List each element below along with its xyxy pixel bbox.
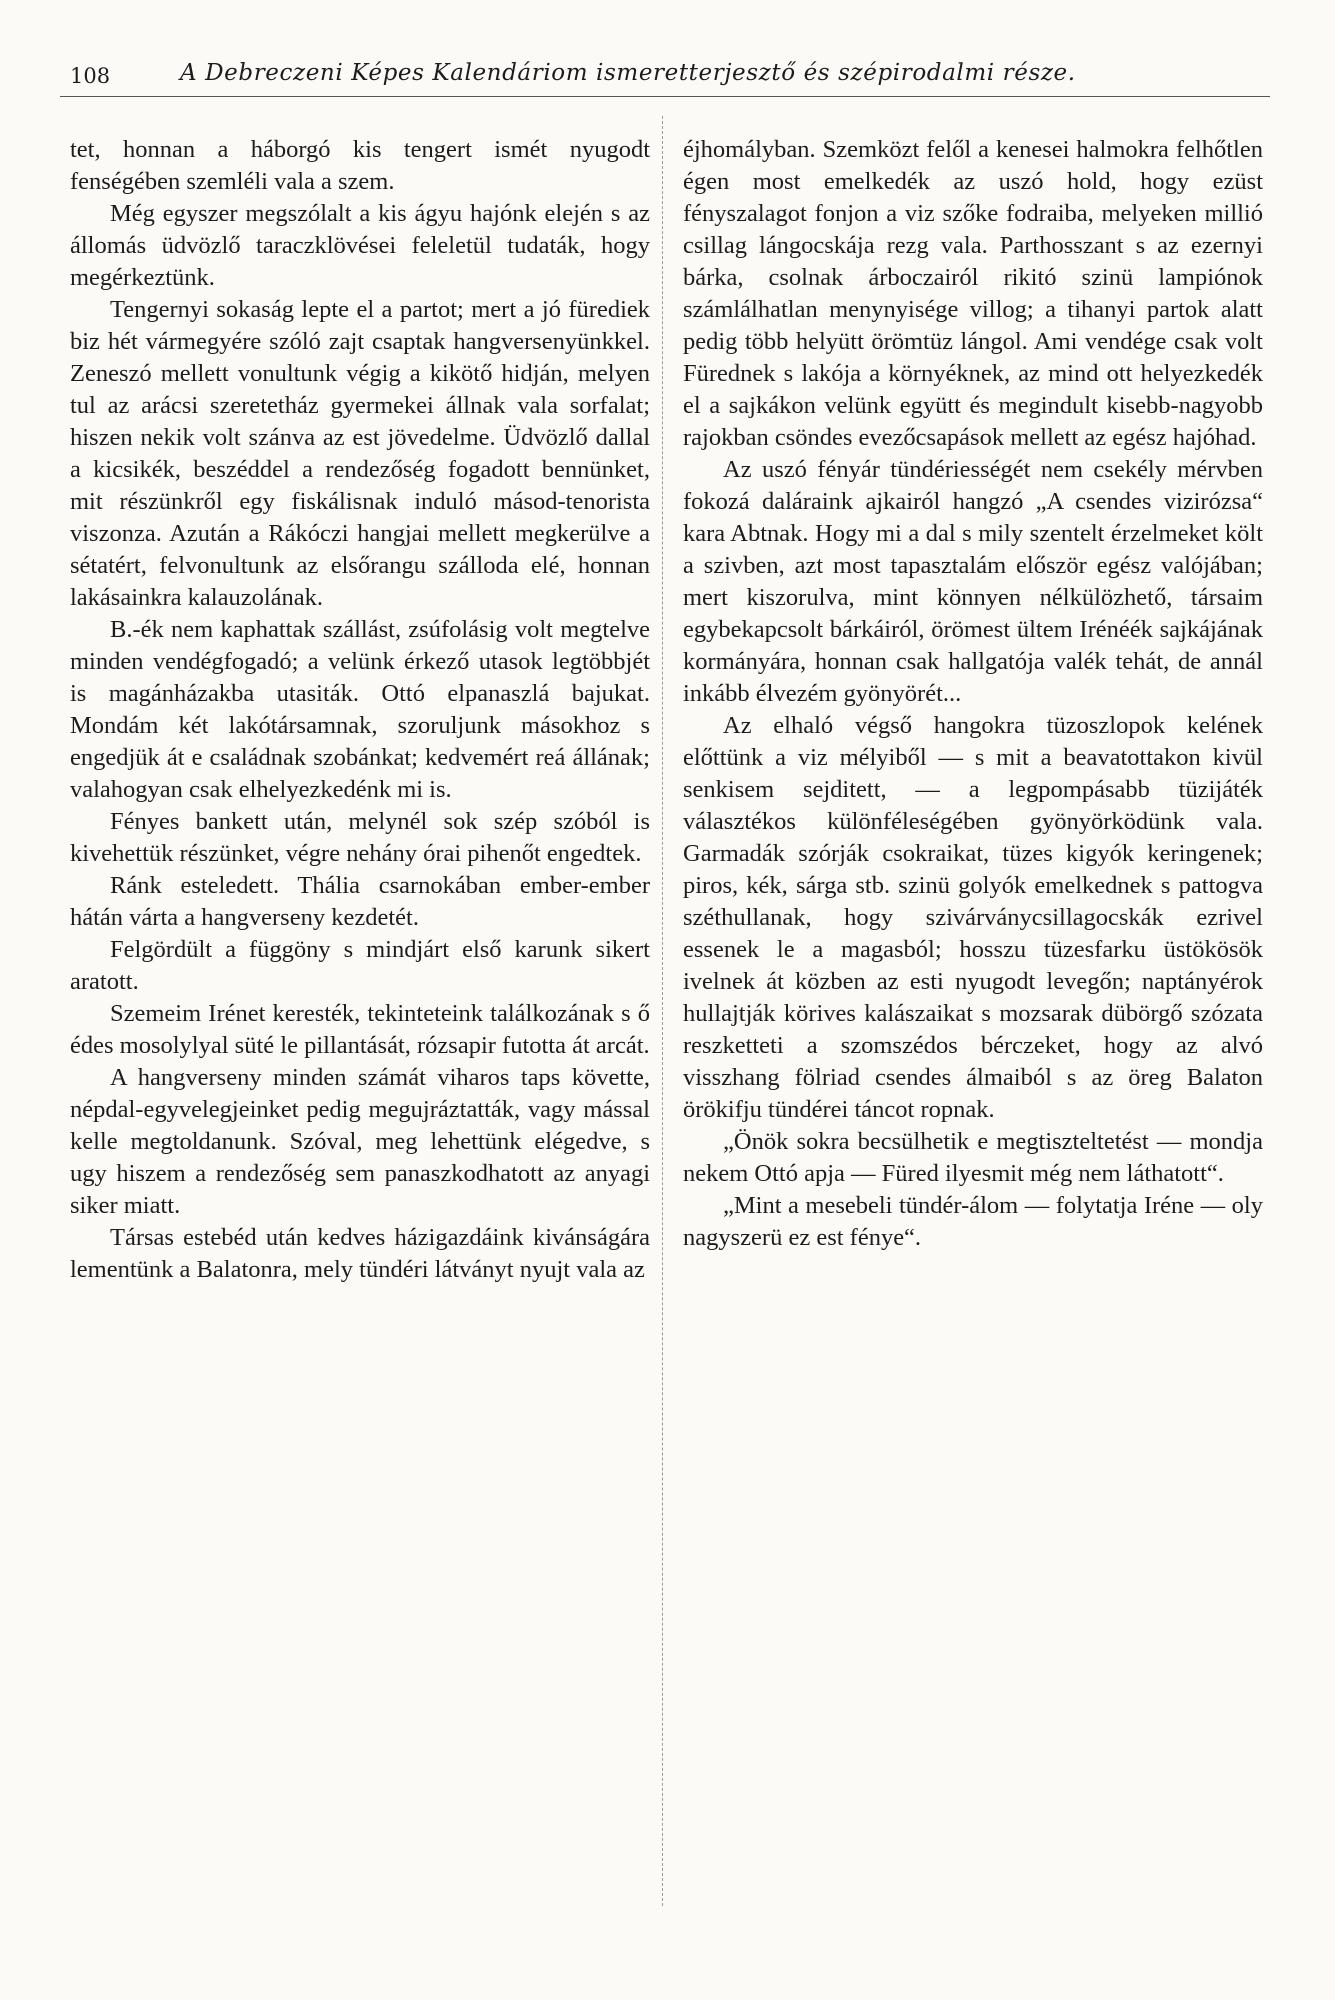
running-header: A Debreczeni Képes Kalendáriom ismeretterjesztő és szépirodalmi része. xyxy=(180,60,1076,86)
paragraph: éjhomályban. Szemközt felől a kenesei halmokra felhőtlen égen most emelkedék az uszó hold, hogy ezüst fényszalagot fonjon a viz szőke fodraiba, melyeken millió csillag lángocskája rezg vala. Parthosszant s az ezernyi bárka, csolnak árboczairól rikitó szinü lampiónok számlálhatlan menynyisége villog; a tihanyi partok alatt pedig több helyütt örömtüz lángol. Ami vendége csak volt Fürednek s lakója a környéknek, az mind ott helyezkedék el a sajkákon velünk együtt és megindult kisebb-nagyobb rajokban csöndes evezőcsapások mellett az egész hajóhad. xyxy=(683,136,1263,451)
paragraph: Még egyszer megszólalt a kis ágyu hajónk elején s az állomás üdvözlő taraczklövései feleletül tudaták, hogy megérkeztünk. xyxy=(70,200,650,291)
paragraph: Az elhaló végső hangokra tüzoszlopok kelének előttünk a viz mélyiből — s mit a beavatottakon kivül senkisem sejditett, — a legpompásabb tüzijáték választékos különféleségében gyönyörködünk vala. Garmadák szórják csokraikat, tüzes kigyók keringenek; piros, kék, sárga stb. szinü golyók emelkednek s pattogva széthullanak, hogy szivárványcsillagocskák ezrivel essenek le a magasból; hosszu tüzesfarku üstökösök ivelnek át közben az esti nyugodt levegőn; naptányérok hullajtják körives kalászaikat s mozsarak dübörgő szózata reszketteti a szomszédos bérczeket, hogy az alvó visszhang fölriad csendes álmaiból s az öreg Balaton örökifju tündérei táncot ropnak. xyxy=(683,712,1263,1123)
paragraph: A hangverseny minden számát viharos taps követte, népdal-egyvelegjeinket pedig megujráztatták, vagy mással kelle megtoldanunk. Szóval, meg lehettünk elégedve, s ugy hiszem a rendezőség sem panaszkodhatott az anyagi siker miatt. xyxy=(70,1064,650,1219)
paragraph: B.-ék nem kaphattak szállást, zsúfolásig volt megtelve minden vendégfogadó; a velünk érkező utasok legtöbbjét is magánházakba utasiták. Ottó elpanaszlá bajukat. Mondám két lakótársamnak, szoruljunk másokhoz s engedjük át e családnak szobánkat; kedvemért reá állának; valahogyan csak elhelyezkedénk mi is. xyxy=(70,616,650,803)
paragraph: „Önök sokra becsülhetik e megtiszteltetést — mondja nekem Ottó apja — Füred ilyesmit még nem láthatott“. xyxy=(683,1128,1263,1187)
paragraph: Tengernyi sokaság lepte el a partot; mert a jó fürediek biz hét vármegyére szóló zajt csaptak hangversenyünkkel. Zeneszó mellett vonultunk végig a kikötő hidján, melyen tul az arácsi szeretetház gyermekei állnak vala sorfalat; hiszen nekik volt szánva az est jövedelme. Üdvözlő dallal a kicsikék, beszéddel a rendezőség fogadott bennünket, mit részünkről egy fiskálisnak induló másod-tenorista viszonza. Azután a Rákóczi hangjai mellett megkerülve a sétatért, felvonultunk az elsőrangu szálloda elé, honnan lakásainkra kalauzolának. xyxy=(70,296,650,611)
paragraph: Az uszó fényár tündériességét nem csekély mérvben fokozá daláraink ajkairól hangzó „A csendes vizirózsa“ kara Abtnak. Hogy mi a dal s mily szentelt érzelmeket költ a szivben, azt most tapasztalám először egész valójában; mert kiszorulva, mint könnyen nélkülözhető, társaim egybekapcsolt bárkáiról, örömest ültem Irénéék sajkájának kormányára, honnan csak hallgatója valék tehát, de annál inkább élvezém gyönyörét... xyxy=(683,456,1263,707)
column-divider xyxy=(662,116,663,1906)
header-rule xyxy=(60,96,1270,97)
paragraph: Ránk esteledett. Thália csarnokában ember-ember hátán várta a hangverseny kezdetét. xyxy=(70,872,650,931)
right-column xyxy=(683,134,1263,1254)
paragraph: tet, honnan a háborgó kis tengert ismét nyugodt fenségében szemléli vala a szem. xyxy=(70,136,650,195)
paragraph: Fényes bankett után, melynél sok szép szóból is kivehettük részünket, végre nehány órai pihenőt engedtek. xyxy=(70,808,650,867)
paragraph: Társas estebéd után kedves házigazdáink kivánságára lementünk a Balatonra, mely tündéri látványt nyujt vala az xyxy=(70,1224,650,1283)
paragraph: Felgördült a függöny s mindjárt első karunk sikert aratott. xyxy=(70,936,650,995)
page-number: 108 xyxy=(70,64,111,88)
paragraph: Szemeim Irénet keresték, tekinteteink találkozának s ő édes mosolylyal süté le pillantását, rózsapir futotta át arcát. xyxy=(70,1000,650,1059)
left-column xyxy=(70,134,650,1286)
paragraph: „Mint a mesebeli tündér-álom — folytatja Iréne — oly nagyszerü ez est fénye“. xyxy=(683,1192,1263,1251)
